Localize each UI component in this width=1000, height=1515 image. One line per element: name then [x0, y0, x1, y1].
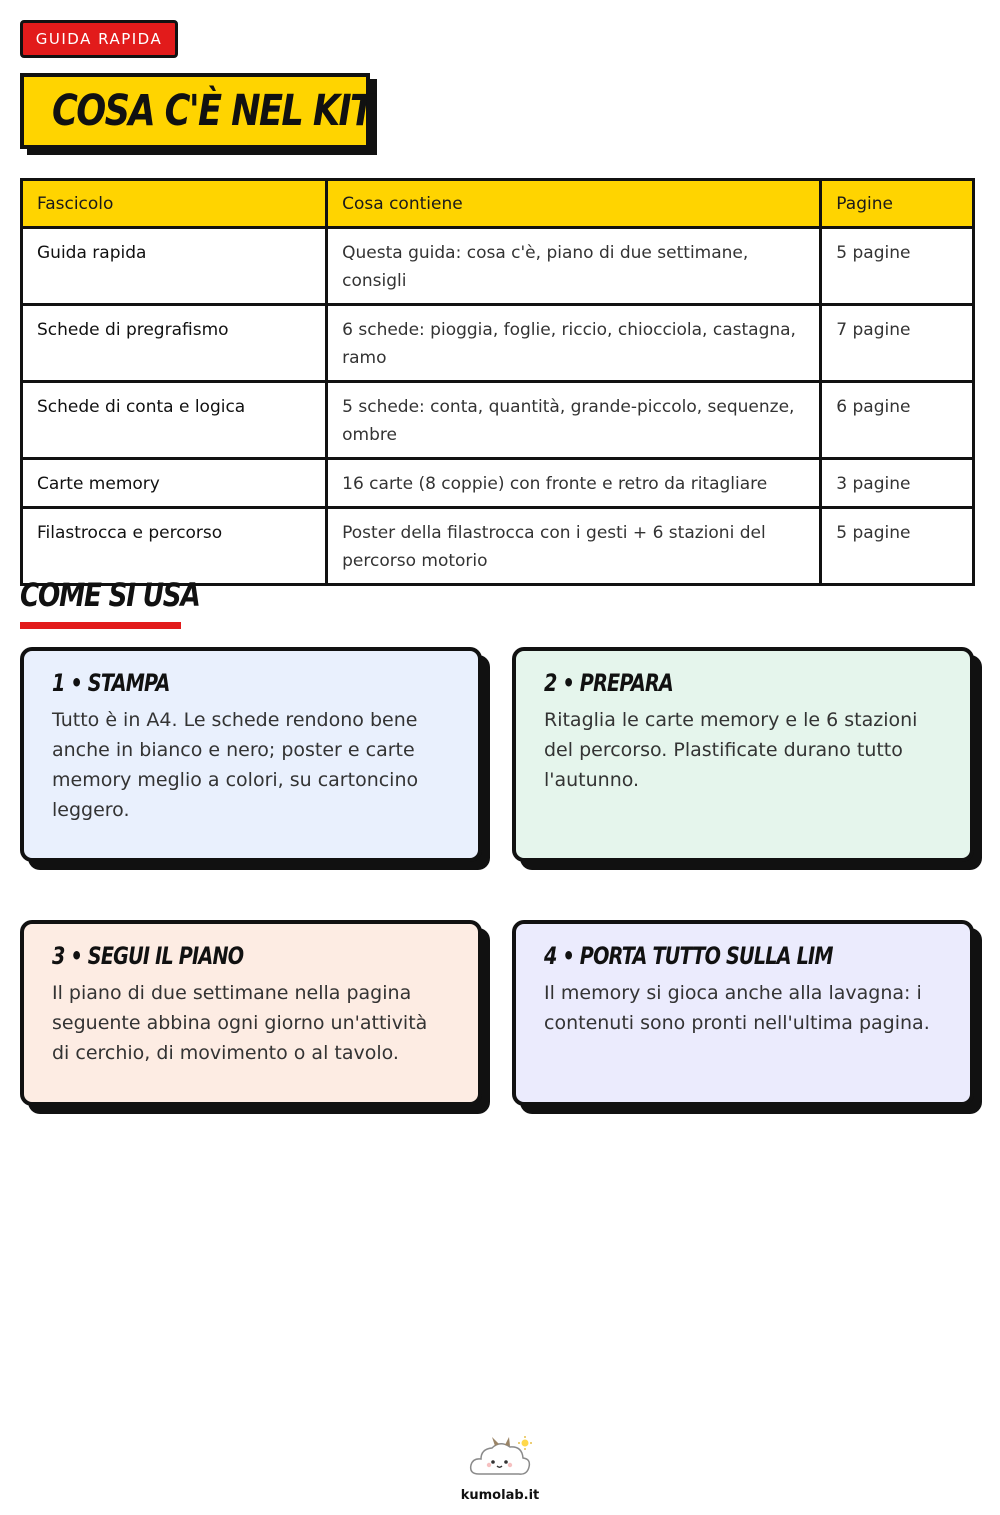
- row-content: Questa guida: cosa c'è, piano di due settimane, consigli: [327, 228, 821, 305]
- page-title-box: [20, 73, 373, 149]
- row-name: Schede di pregrafismo: [22, 305, 327, 382]
- row-pages: 5 pagine: [821, 508, 974, 585]
- page-title: COSA C'È NEL KIT: [52, 86, 373, 136]
- column-header-fascicolo: Fascicolo: [22, 180, 327, 228]
- table-row: [22, 508, 974, 585]
- table-header-row: [22, 180, 974, 228]
- column-header-contenuto: Cosa contiene: [327, 180, 821, 228]
- card-title: 1 • STAMPA: [52, 669, 170, 697]
- usage-card-lim: [512, 920, 974, 1106]
- usage-card-prepara: [512, 647, 974, 862]
- footer-site: kumolab.it: [460, 1488, 540, 1503]
- row-content: Poster della filastrocca con i gesti + 6 stazioni del percorso motorio: [327, 508, 821, 585]
- card-title: 4 • PORTA TUTTO SULLA LIM: [544, 942, 833, 970]
- usage-card-stampa: [20, 647, 482, 862]
- column-header-pagine: Pagine: [821, 180, 974, 228]
- row-name: Filastrocca e percorso: [22, 508, 327, 585]
- row-name: Carte memory: [22, 459, 327, 508]
- footer: [430, 1434, 570, 1503]
- card-title: 2 • PREPARA: [544, 669, 673, 697]
- table-row: [22, 305, 974, 382]
- row-pages: 6 pagine: [821, 382, 974, 459]
- row-name: Schede di conta e logica: [22, 382, 327, 459]
- row-pages: 3 pagine: [821, 459, 974, 508]
- row-content: 6 schede: pioggia, foglie, riccio, chiocciola, castagna, ramo: [327, 305, 821, 382]
- guide-tag: GUIDA RAPIDA: [20, 20, 178, 58]
- table-row: [22, 228, 974, 305]
- row-content: 16 carte (8 coppie) con fronte e retro da ritagliare: [327, 459, 821, 508]
- card-body: Tutto è in A4. Le schede rendono bene anche in bianco e nero; poster e carte memory meglio a colori, su cartoncino leggero.: [52, 709, 419, 821]
- table-row: [22, 459, 974, 508]
- row-content: 5 schede: conta, quantità, grande-piccolo, sequenze, ombre: [327, 382, 821, 459]
- card-body: Il memory si gioca anche alla lavagna: i contenuti sono pronti nell'ultima pagina.: [544, 982, 930, 1034]
- card-body: Ritaglia le carte memory e le 6 stazioni del percorso. Plastificate durano tutto l'autunno.: [544, 709, 918, 791]
- row-pages: 5 pagine: [821, 228, 974, 305]
- row-name: Guida rapida: [22, 228, 327, 305]
- card-body: Il piano di due settimane nella pagina seguente abbina ogni giorno un'attività di cerchio, di movimento o al tavolo.: [52, 982, 428, 1064]
- usage-card-segui-il-piano: [20, 920, 482, 1106]
- table-row: [22, 382, 974, 459]
- section-title-underline: [20, 622, 181, 629]
- cloud-mascot-icon: [465, 1434, 535, 1484]
- card-title: 3 • SEGUI IL PIANO: [52, 942, 244, 970]
- kit-contents-table: [20, 178, 975, 586]
- row-pages: 7 pagine: [821, 305, 974, 382]
- usage-section-title: COME SI USA: [20, 576, 200, 614]
